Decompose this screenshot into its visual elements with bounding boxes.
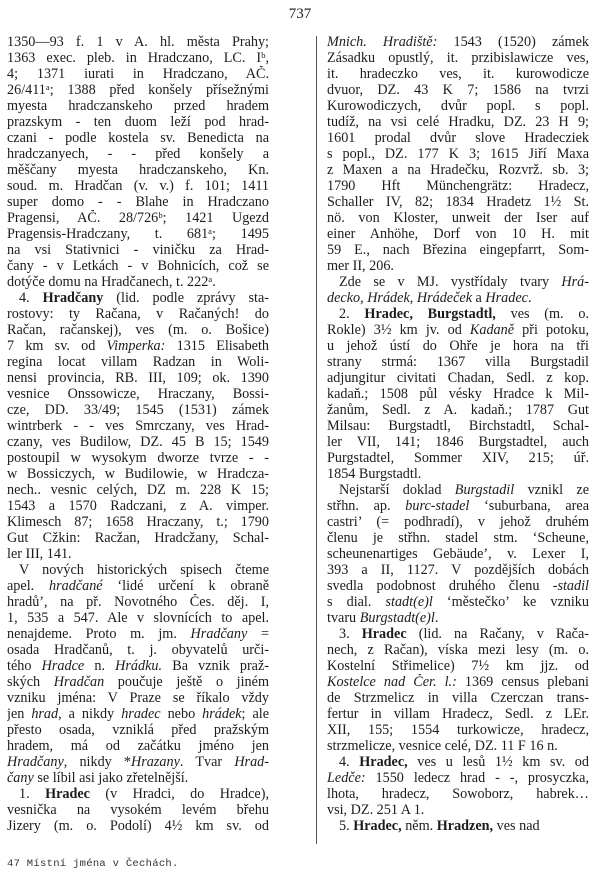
text-segment: wintrberk - - ves Smrczany, ves Hrad-	[7, 418, 269, 434]
text-line	[327, 578, 589, 594]
text-segment: cze, DD. 33/49; 1545 (1531) zámek	[7, 402, 269, 418]
text-line	[7, 578, 269, 594]
text-segment: super domo - - Blahe in Hradczano	[7, 194, 269, 210]
text-segment: střhn. ap.	[327, 498, 406, 514]
text-segment: 393 a II, 1127. V pozdějších dobách	[327, 562, 589, 578]
text-segment: přesto osada, vzniklá před pražským	[7, 722, 269, 738]
text-segment: tudíž, na vsi celé Hradku, DZ. 23 H 9;	[327, 114, 589, 130]
italic-text: hrad	[31, 706, 59, 722]
text-segment: Ba vznik praž-	[162, 658, 269, 674]
text-line	[327, 130, 589, 146]
italic-text: Mnich. Hradiště:	[327, 34, 438, 50]
text-segment: XII, 155; 1554 turkowicze, hradecz,	[327, 722, 589, 738]
text-segment: a	[472, 290, 486, 306]
text-segment: členu je střhn. stadel stm. ‘Scheune,	[327, 530, 589, 546]
italic-text: hradec	[121, 706, 161, 722]
text-line	[327, 706, 589, 722]
text-segment: ,	[360, 290, 368, 306]
text-segment: , a nikdy	[58, 706, 122, 722]
text-line	[7, 242, 269, 258]
text-segment: V nových historických spisech čteme	[19, 562, 269, 578]
text-line	[327, 418, 589, 434]
text-segment: vznikl ze	[514, 482, 589, 498]
text-line	[327, 34, 589, 50]
text-segment: svedla podobnost druhého členu -	[327, 578, 558, 594]
text-line	[7, 50, 269, 66]
text-segment: (v Hradci, do Hradce),	[89, 786, 269, 802]
text-segment: postoupil w wysokym dworze tvrze - -	[7, 450, 269, 466]
page-number: 737	[288, 6, 312, 22]
text-segment: Schaller IV, 82; 1834 Hradetz 1½ St.	[327, 194, 589, 210]
text-line	[327, 434, 589, 450]
text-line	[7, 178, 269, 194]
text-segment: osada Hradčanů, t. j. obyvatelů urči-	[7, 642, 269, 658]
text-line	[327, 690, 589, 706]
text-line	[327, 514, 589, 530]
text-segment: nenajdeme. Proto m. jm.	[7, 626, 191, 642]
text-segment: 5.	[339, 818, 354, 834]
text-line	[327, 322, 589, 338]
text-line	[327, 194, 589, 210]
italic-text: Hradce	[41, 658, 85, 674]
text-segment: 1, 535 a 547. Ale v slovnících to apel.	[7, 610, 269, 626]
text-segment: vesnice Onssowicze, Hraczany, Bossi-	[7, 386, 269, 402]
text-segment: 3.	[339, 626, 362, 642]
text-line	[7, 130, 269, 146]
bold-headword: Hradec,	[359, 754, 408, 770]
text-segment: Račan, račanskej), ves (m. o. Bošice)	[7, 322, 269, 338]
text-segment: nebo	[160, 706, 203, 722]
bold-headword: Hradčany	[42, 290, 104, 306]
text-line	[7, 338, 269, 354]
text-line	[7, 642, 269, 658]
italic-text: hradčané	[49, 578, 103, 594]
italic-text: stadt(e)l	[385, 594, 433, 610]
text-segment: (lid. podle zprávy sta-	[103, 290, 269, 306]
text-segment: Nejstarší doklad	[339, 482, 455, 498]
italic-text: Kadaně	[469, 322, 515, 338]
text-line	[327, 338, 589, 354]
text-line	[7, 738, 269, 754]
text-segment: ves nad	[493, 818, 540, 834]
text-line	[7, 114, 269, 130]
text-segment: 1.	[19, 786, 46, 802]
text-line	[327, 818, 589, 834]
text-line	[327, 450, 589, 466]
text-line	[7, 370, 269, 386]
text-line	[7, 386, 269, 402]
text-line	[327, 162, 589, 178]
text-line	[327, 386, 589, 402]
text-segment: n.	[84, 658, 116, 674]
text-segment: 4; 1371 iurati in Hradczano, AČ.	[7, 66, 269, 82]
italic-text: Hradec	[485, 290, 528, 306]
text-line	[327, 242, 589, 258]
text-line	[327, 738, 589, 754]
text-line	[7, 418, 269, 434]
text-segment: rostovy: ty Račana, v Račaných! do	[7, 306, 269, 322]
text-line	[7, 162, 269, 178]
text-segment: 1550 ledecz hrad - -, prosyczka,	[365, 770, 589, 786]
text-segment: 7 km sv. od	[7, 338, 107, 354]
text-segment: hradem, má od začátku jméno jen	[7, 738, 269, 754]
text-segment: ves u lesů 1½ km sv. od	[407, 754, 589, 770]
text-line	[7, 498, 269, 514]
text-line	[327, 546, 589, 562]
text-segment: 59 E., nach Březina eingepfarrt, Som-	[327, 242, 589, 258]
text-segment: žanům, Sedl. z A. kadaň.; 1787 Gut	[327, 402, 589, 418]
text-segment: jen	[7, 706, 32, 722]
text-line	[7, 274, 269, 290]
text-line	[327, 594, 589, 610]
text-segment: 1543 (1520) zámek	[437, 34, 589, 50]
text-segment: Milsau: Burgstadtl, Birchstadtl, Schal-	[327, 418, 589, 434]
bold-headword: Hradec	[361, 626, 407, 642]
text-segment: regina locat villam Radzan in Woli-	[7, 354, 269, 370]
left-column	[7, 34, 269, 834]
text-segment: nensi provincia, RB. III, 109; ok. 1390	[7, 370, 269, 386]
text-segment: dotýče domu na Hradčanech, t. 222ᵃ.	[7, 274, 216, 290]
text-segment: poučuje ještě o jiném	[104, 674, 269, 690]
text-line	[327, 354, 589, 370]
italic-text: Vimperka:	[106, 338, 166, 354]
italic-text: Hradčan	[53, 674, 105, 690]
text-segment: ,	[409, 290, 417, 306]
text-line	[327, 658, 589, 674]
italic-text: Burgstadt(e)l	[359, 610, 435, 626]
text-segment: ler VII, 141; 1846 Burgstadtel, auch	[327, 434, 589, 450]
text-line	[327, 786, 589, 802]
text-line	[327, 258, 589, 274]
text-segment: .	[434, 610, 439, 626]
text-line	[7, 434, 269, 450]
text-line	[327, 98, 589, 114]
text-segment: it. hradeczko ves, it. kurowodicze	[327, 66, 589, 82]
text-line	[7, 674, 269, 690]
text-line	[7, 466, 269, 482]
text-line	[7, 802, 269, 818]
text-line	[7, 514, 269, 530]
text-segment: nö. von Kloster, unweit der Iser auf	[327, 210, 589, 226]
text-segment: Purgstadtel, Sommer XIV, 215; úř.	[327, 450, 589, 466]
text-segment: 1790 Hft Münchengrätz: Hradecz,	[327, 178, 589, 194]
text-segment: tého	[7, 658, 42, 674]
text-segment: strany strmá: 1367 villa Burgstadil	[327, 354, 589, 370]
text-line	[7, 290, 269, 306]
text-segment: se líbil asi jako zřetelnější.	[33, 770, 189, 786]
text-segment: dvuor, DZ. 43 K 7; 1586 na tvrzi	[327, 82, 589, 98]
text-line	[7, 818, 269, 834]
text-segment: Rokle) 3½ km jv. od	[327, 322, 470, 338]
italic-text: Hradčany	[7, 754, 64, 770]
text-segment: vesnička na vysokém levém břehu	[7, 802, 269, 818]
text-line	[7, 194, 269, 210]
bold-headword: Hradzen,	[436, 818, 494, 834]
italic-text: Hrádeček	[416, 290, 472, 306]
text-segment: 4.	[19, 290, 43, 306]
text-line	[7, 658, 269, 674]
text-segment: na vsi Stativnici - viničku za Hrad-	[7, 242, 269, 258]
text-line	[7, 594, 269, 610]
text-line	[7, 626, 269, 642]
text-line	[7, 34, 269, 50]
text-segment: čany - v Letkách - v Bohnicích, což se	[7, 258, 269, 274]
text-line	[7, 530, 269, 546]
italic-text: čany	[7, 770, 34, 786]
text-line	[327, 530, 589, 546]
text-segment: 1854 Burgstadtl.	[327, 466, 422, 482]
text-line	[327, 498, 589, 514]
text-segment: Pragensis-Hradczany, t. 681ᵃ; 1495	[7, 226, 269, 242]
text-segment: 1369 census plebani	[456, 674, 589, 690]
text-segment: 26/411ᵃ; 1388 před konšely přísežnými	[7, 82, 269, 98]
italic-text: stadil	[557, 578, 589, 594]
text-segment: 1543 a 1570 Radczani, z A. vimper.	[7, 498, 269, 514]
text-line	[327, 482, 589, 498]
text-line	[7, 706, 269, 722]
text-line	[7, 82, 269, 98]
text-segment: Kurowodiczych, dvůr popl. s popl.	[327, 98, 589, 114]
text-segment: czany, ves Budilow, DZ. 45 B 15; 1549	[7, 434, 269, 450]
text-line	[7, 146, 269, 162]
page-footer: 47 Místní jména v Čechách.	[7, 858, 179, 870]
text-segment: při potoku,	[514, 322, 589, 338]
text-line	[327, 146, 589, 162]
text-line	[7, 786, 269, 802]
text-line	[7, 770, 269, 786]
text-segment: .	[527, 290, 532, 306]
text-segment: ; ale	[241, 706, 269, 722]
text-line	[327, 642, 589, 658]
text-segment: apel.	[7, 578, 49, 594]
text-segment: ských	[7, 674, 54, 690]
text-line	[7, 562, 269, 578]
italic-text: Hrádku.	[115, 658, 163, 674]
text-line	[7, 258, 269, 274]
text-line	[327, 610, 589, 626]
text-line	[327, 274, 589, 290]
italic-text: Hrad-	[234, 754, 269, 770]
text-segment: ves (m. o.	[495, 306, 589, 322]
text-line	[7, 690, 269, 706]
text-segment: ‘městečko’ ke vzniku	[432, 594, 589, 610]
bold-headword: Hradec, Burgstadtl,	[364, 306, 496, 322]
text-segment: ler III, 141.	[7, 546, 72, 562]
text-segment: vzniku jména: V Praze se říkalo vždy	[7, 690, 269, 706]
text-segment: nech, z Račan), víska mezi lesy (m. o.	[327, 642, 589, 658]
text-line	[327, 66, 589, 82]
italic-text: Ledče:	[327, 770, 366, 786]
text-line	[7, 354, 269, 370]
text-line	[7, 226, 269, 242]
italic-text: hrádek	[202, 706, 242, 722]
text-segment: tvaru	[327, 610, 360, 626]
text-segment: u jehož ústí do Ohře je hora na tři	[327, 338, 589, 354]
text-segment: Zásadku opustlý, it. przibislawicze ves,	[327, 50, 589, 66]
text-segment: ‘suburbana, area	[469, 498, 589, 514]
column-divider	[316, 36, 317, 844]
text-segment: 4.	[339, 754, 360, 770]
italic-text: burc-stadel	[405, 498, 470, 514]
bold-headword: Hradec	[45, 786, 90, 802]
text-segment: (lid. na Račany, v Rača-	[406, 626, 589, 642]
text-segment: s popl., DZ. 177 K 3; 1615 Jiří Maxa	[327, 146, 589, 162]
text-segment: einer Anhöhe, Dorf von 10 H. mit	[327, 226, 589, 242]
text-segment: lhota, hradecz, Sowoborz, habrek…	[327, 786, 589, 802]
text-segment: fertur in villam Hradecz, Sedl. z LEr.	[327, 706, 589, 722]
text-segment: 1601 prodal dvůr slove Hradecziek	[327, 130, 589, 146]
text-segment: Klimesch 87; 1658 Hraczany, t.; 1790	[7, 514, 269, 530]
text-segment: strzmelicze, vesnice celé, DZ. 11 F 16 n.	[327, 738, 558, 754]
text-segment: Gut Cžkin: Racžan, Hradcžany, Schal-	[7, 530, 269, 546]
text-line	[327, 178, 589, 194]
text-line	[7, 546, 269, 562]
text-line	[327, 402, 589, 418]
text-segment: Pragensi, AČ. 28/726ᵇ; 1421 Ugezd	[7, 210, 269, 226]
text-segment: hradů’, na př. Novotného Čes. děj. I,	[7, 594, 269, 610]
text-line	[7, 450, 269, 466]
text-segment: de Strzmelicz in villa Czerczan trans-	[327, 690, 589, 706]
text-segment: z Maxen a na Hradečku, Rozvrž. sb. 3;	[327, 162, 589, 178]
text-segment: měščany myesta hradczanskeho, Kn.	[7, 162, 269, 178]
right-column	[327, 34, 589, 834]
text-segment: castri’ (= podhradí), v jehož druhém	[327, 514, 589, 530]
text-line	[7, 722, 269, 738]
text-segment: scheunenartiges Gebäude’, v. Lexer I,	[327, 546, 589, 562]
text-segment: Kostelní Střimelice) 7½ km jjz. od	[327, 658, 589, 674]
text-line	[327, 802, 589, 818]
text-segment: vsi, DZ. 251 A 1.	[327, 802, 425, 818]
text-line	[7, 402, 269, 418]
bold-headword: Hradec,	[353, 818, 402, 834]
text-line	[7, 322, 269, 338]
text-line	[327, 674, 589, 690]
text-line	[327, 210, 589, 226]
text-segment: myesta hradczanskeho przed hradem	[7, 98, 269, 114]
text-line	[327, 770, 589, 786]
italic-text: Hrazany	[131, 754, 180, 770]
text-segment: něm.	[401, 818, 437, 834]
text-segment: 1363 exec. pleb. in Hradczano, LC. Iᵇ,	[7, 50, 269, 66]
text-segment: czani - podle kostela sv. Benedicta na	[7, 130, 269, 146]
text-segment: =	[247, 626, 269, 642]
text-segment: mer II, 206.	[327, 258, 394, 274]
text-line	[327, 370, 589, 386]
text-line	[327, 562, 589, 578]
italic-text: Hradčany	[190, 626, 248, 642]
text-line	[7, 754, 269, 770]
text-segment: nech.. vesnic celých, DZ m. 228 K 15;	[7, 482, 269, 498]
text-segment: adjungitur civitati Chadan, Sedl. z kop.	[327, 370, 589, 386]
text-segment: , nikdy *	[63, 754, 132, 770]
text-segment: 1350—93 f. 1 v A. hl. města Prahy;	[7, 34, 269, 50]
text-segment: 2.	[339, 306, 365, 322]
text-segment: kadaň.; 1508 půl vésky Hradce k Mil-	[327, 386, 589, 402]
text-line	[327, 722, 589, 738]
text-line	[7, 306, 269, 322]
italic-text: Burgstadil	[454, 482, 515, 498]
text-line	[327, 82, 589, 98]
text-segment: ‘lidé určení k obraně	[102, 578, 269, 594]
text-segment: Jizery (m. o. Podolí) 4½ km sv. od	[7, 818, 269, 834]
text-segment: soud. m. Hradčan (v. v.) f. 101; 1411	[7, 178, 269, 194]
text-line	[327, 626, 589, 642]
text-segment: . Tvar	[179, 754, 235, 770]
text-line	[7, 482, 269, 498]
text-segment: w Bossiczych, w Budilowie, w Hradcza-	[7, 466, 269, 482]
text-line	[327, 50, 589, 66]
text-segment: Zde se v MJ. vystřídaly tvary	[339, 274, 562, 290]
text-segment: prazskym - ten duom leží pod hrad-	[7, 114, 269, 130]
text-segment: 1315 Elisabeth	[165, 338, 269, 354]
italic-text: decko	[327, 290, 361, 306]
text-line	[7, 66, 269, 82]
text-line	[327, 226, 589, 242]
text-segment: hradczanyech, - - před konšely a	[7, 146, 269, 162]
text-segment: s dial.	[327, 594, 386, 610]
text-line	[7, 610, 269, 626]
italic-text: Hrádek	[367, 290, 410, 306]
italic-text: Hrá-	[561, 274, 589, 290]
text-line	[327, 754, 589, 770]
text-line	[7, 98, 269, 114]
text-line	[327, 466, 589, 482]
text-line	[327, 290, 589, 306]
text-line	[7, 210, 269, 226]
text-line	[327, 114, 589, 130]
italic-text: Kostelce nad Čer. l.:	[327, 674, 457, 690]
text-line	[327, 306, 589, 322]
